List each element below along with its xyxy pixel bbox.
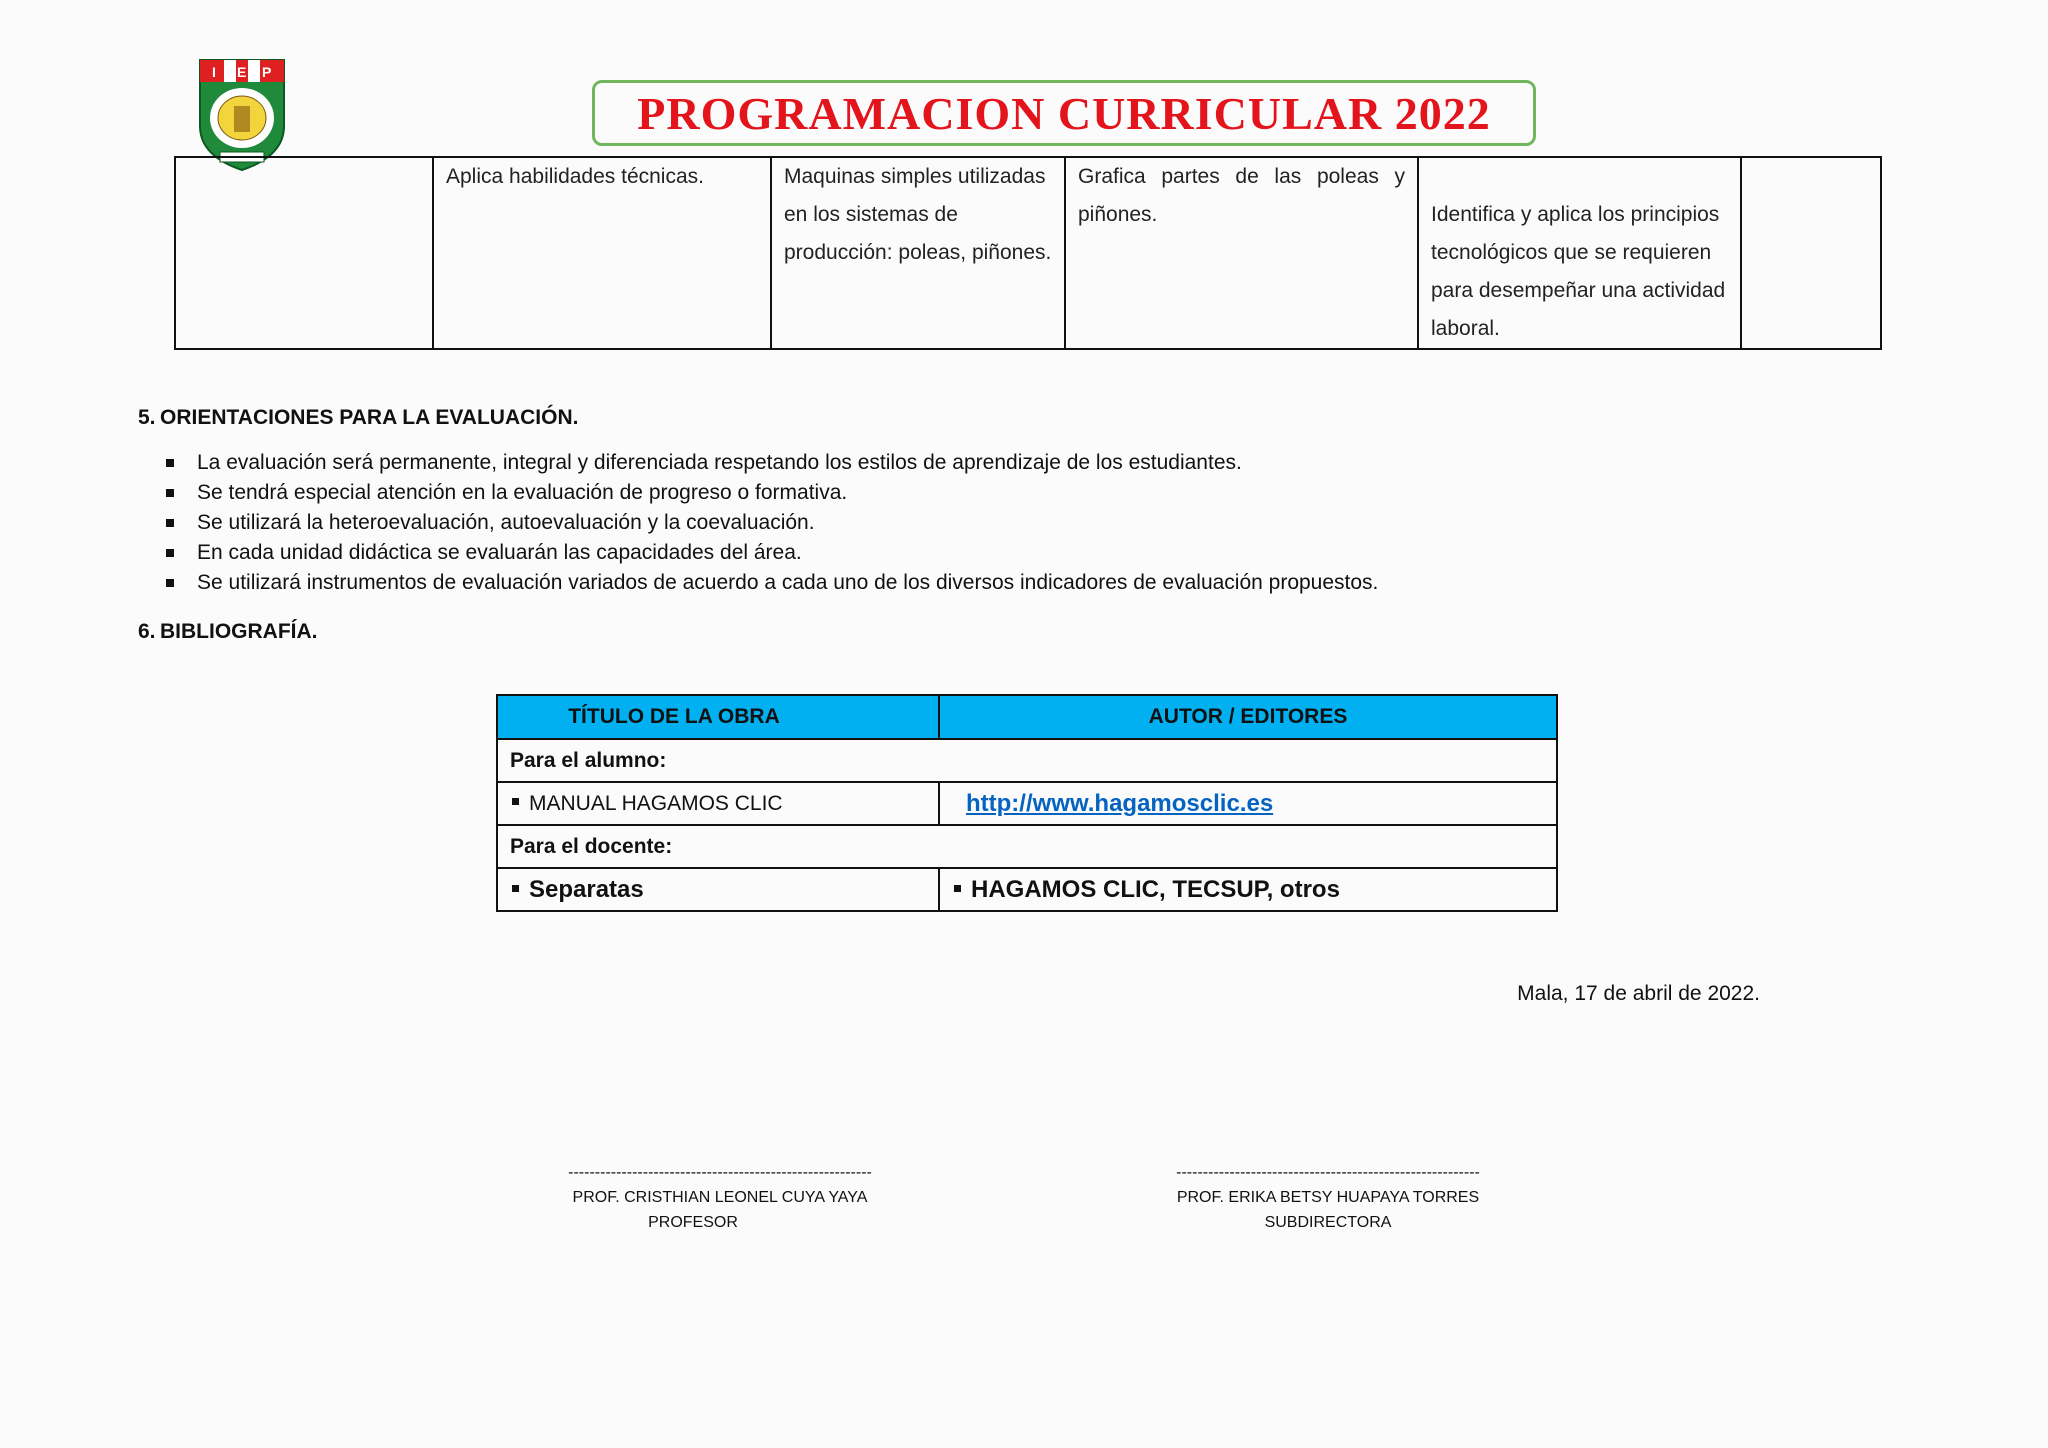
svg-text:E: E bbox=[237, 64, 247, 80]
table-cell-indicator: Identifica y aplica los principios tecnológicos que se requieren para desempeñar una actividad laboral. bbox=[1418, 157, 1741, 349]
student-title-cell bbox=[497, 782, 939, 825]
signature-subdirector bbox=[1116, 1160, 1540, 1235]
table-cell bbox=[1741, 157, 1881, 349]
school-logo bbox=[196, 56, 288, 172]
signature-line: --------------------------------------------------------- bbox=[568, 1164, 872, 1181]
page-title: PROGRAMACION CURRICULAR 2022 bbox=[637, 87, 1491, 139]
signature-line: --------------------------------------------------------- bbox=[1176, 1164, 1480, 1181]
table-row bbox=[497, 782, 1557, 825]
signer-name: PROF. CRISTHIAN LEONEL CUYA YAYA bbox=[572, 1189, 868, 1206]
section-number: 6. bbox=[138, 620, 156, 643]
bullet-icon bbox=[512, 885, 519, 892]
table-cell-activity: Grafica partes de las poleas y piñones. bbox=[1065, 157, 1418, 349]
table-cell bbox=[175, 157, 433, 349]
section-title: ORIENTACIONES PARA LA EVALUACIÓN. bbox=[160, 406, 579, 429]
section-5-heading bbox=[138, 406, 578, 430]
table-row bbox=[497, 739, 1557, 782]
list-item: Se tendrá especial atención en la evaluación de progreso o formativa. bbox=[160, 478, 1378, 508]
evaluation-list bbox=[160, 448, 1378, 598]
teacher-title-cell bbox=[497, 868, 939, 911]
bibliography-table bbox=[496, 694, 1558, 912]
bullet-icon bbox=[512, 798, 519, 805]
teacher-title: Separatas bbox=[529, 875, 644, 903]
section-6-heading bbox=[138, 620, 318, 644]
table-cell-content: Maquinas simples utilizadas en los sistemas de producción: poleas, piñones. bbox=[771, 157, 1065, 349]
column-header-title: TÍTULO DE LA OBRA bbox=[497, 695, 939, 739]
student-author-cell bbox=[939, 782, 1557, 825]
table-row bbox=[175, 157, 1881, 349]
curriculum-table bbox=[174, 156, 1882, 350]
table-cell-capacity: Aplica habilidades técnicas. bbox=[433, 157, 771, 349]
column-header-author: AUTOR / EDITORES bbox=[939, 695, 1557, 739]
svg-text:I: I bbox=[212, 64, 216, 80]
table-row bbox=[497, 825, 1557, 868]
list-item: Se utilizará instrumentos de evaluación variados de acuerdo a cada uno de los diversos indicadores de evaluación propuestos. bbox=[160, 568, 1378, 598]
table-row bbox=[497, 868, 1557, 911]
signer-name: PROF. ERIKA BETSY HUAPAYA TORRES bbox=[1176, 1189, 1480, 1206]
header-title-box bbox=[592, 80, 1536, 146]
section-number: 5. bbox=[138, 406, 156, 429]
list-item: Se utilizará la heteroevaluación, autoevaluación y la coevaluación. bbox=[160, 508, 1378, 538]
list-item: En cada unidad didáctica se evaluarán las capacidades del área. bbox=[160, 538, 1378, 568]
document-date: Mala, 17 de abril de 2022. bbox=[1517, 982, 1760, 1005]
list-item: La evaluación será permanente, integral y diferenciada respetando los estilos de aprendizaje de los estudiantes. bbox=[160, 448, 1378, 478]
teacher-label: Para el docente: bbox=[497, 825, 1557, 868]
signature-teacher bbox=[508, 1160, 932, 1235]
table-header-row bbox=[497, 695, 1557, 739]
signer-role: SUBDIRECTORA bbox=[1264, 1214, 1392, 1231]
website-link[interactable]: http://www.hagamosclic.es bbox=[966, 789, 1274, 817]
teacher-author-cell bbox=[939, 868, 1557, 911]
signer-role: PROFESOR bbox=[648, 1214, 738, 1231]
student-title: MANUAL HAGAMOS CLIC bbox=[529, 791, 783, 815]
bullet-icon bbox=[954, 885, 961, 892]
teacher-author: HAGAMOS CLIC, TECSUP, otros bbox=[971, 875, 1340, 903]
section-title: BIBLIOGRAFÍA. bbox=[160, 620, 318, 643]
student-label: Para el alumno: bbox=[497, 739, 1557, 782]
svg-text:P: P bbox=[262, 64, 272, 80]
